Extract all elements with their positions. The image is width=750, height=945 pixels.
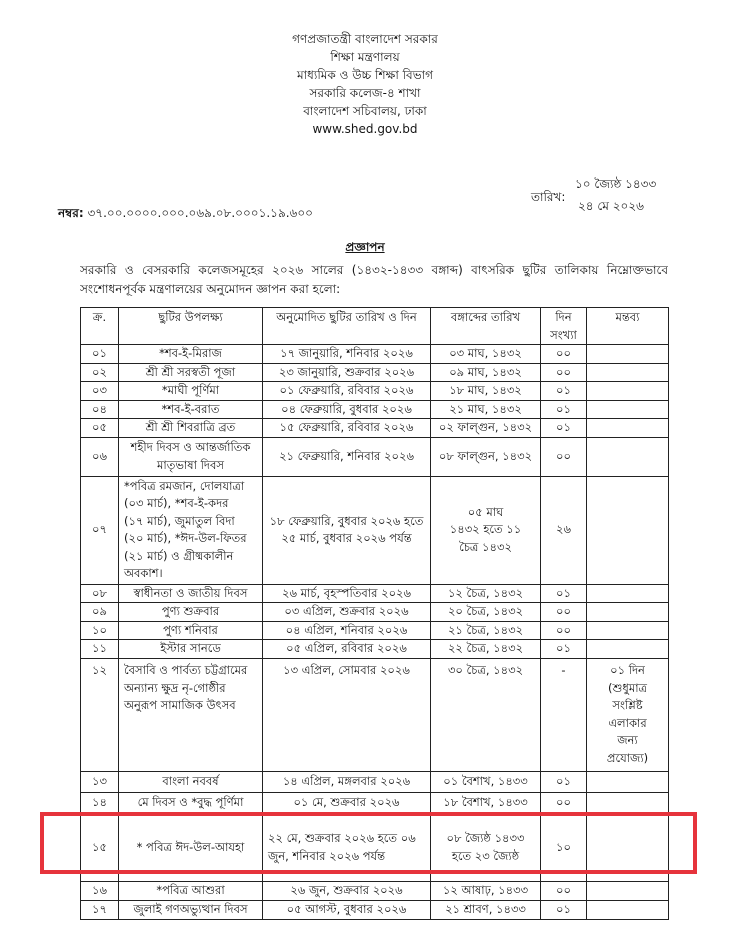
cell-bangla-date: ০৮ জ্যৈষ্ঠ ১৪৩৩ হতে ২৩ জ্যৈষ্ঠ xyxy=(431,814,541,882)
cell-occasion: *শব-ই-বরাত xyxy=(119,400,263,419)
cell-remark xyxy=(587,345,669,364)
cell-days: ০১ xyxy=(541,772,587,793)
table-row xyxy=(81,382,669,401)
table-row xyxy=(81,882,669,901)
cell-bangla-date: ২১ শ্রাবণ, ১৪৩৩ xyxy=(431,901,541,920)
table-row xyxy=(81,901,669,920)
cell-remark xyxy=(587,621,669,640)
cell-serial: ০২ xyxy=(81,363,119,382)
table-row xyxy=(81,584,669,603)
cell-bangla-date: ১২ চৈত্র, ১৪৩২ xyxy=(431,584,541,603)
cell-serial: ০৫ xyxy=(81,419,119,438)
memo-value: ৩৭.০০.০০০০.০০০.০৬৯.০৮.০০০১.১৯.৬০০ xyxy=(87,206,313,220)
intro-paragraph: সরকারি ও বেসরকারি কলেজসমূহের ২০২৬ সালের (১৪৩২-১৪৩৩ বঙ্গাব্দ) বাৎসরিক ছুটির তালিকায় নিম্নোক্তভাবে সংশোধনপূর্বক মন্ত্রণালয়ের অনুমোদন জ্ঞাপন করা হলো: xyxy=(80,263,668,296)
cell-occasion: *পবিত্র আশুরা xyxy=(119,882,263,901)
cell-serial: ১৬ xyxy=(81,882,119,901)
table-row xyxy=(81,437,669,476)
cell-date: ২২ মে, শুক্রবার ২০২৬ হতে ০৬ জুন, শনিবার ২০২৬ পর্যন্ত xyxy=(263,814,431,882)
table-header-row xyxy=(81,308,669,345)
cell-serial: ০৬ xyxy=(81,437,119,476)
cell-remark xyxy=(587,437,669,476)
notice-title: প্রজ্ঞাপন xyxy=(345,240,385,254)
cell-date: ১৪ এপ্রিল, মঙ্গলবার ২০২৬ xyxy=(263,772,431,793)
cell-days: ০১ xyxy=(541,382,587,401)
cell-occasion: শ্রী শ্রী শিবরাত্রি ব্রত xyxy=(119,419,263,438)
cell-serial: ০৯ xyxy=(81,603,119,622)
cell-occasion: *মাঘী পূর্ণিমা xyxy=(119,382,263,401)
branch-name: সরকারি কলেজ-৪ শাখা xyxy=(309,86,421,100)
table-row xyxy=(81,640,669,659)
cell-days: - xyxy=(541,659,587,772)
holiday-table xyxy=(80,307,669,920)
cell-remark xyxy=(587,584,669,603)
government-name: গণপ্রজাতন্ত্রী বাংলাদেশ সরকার xyxy=(292,32,438,46)
cell-date: ২৬ মার্চ, বৃহস্পতিবার ২০২৬ xyxy=(263,584,431,603)
cell-days: ০০ xyxy=(541,882,587,901)
ministry-name: শিক্ষা মন্ত্রণালয় xyxy=(330,50,400,64)
cell-bangla-date: ০১ বৈশাখ, ১৪৩৩ xyxy=(431,772,541,793)
cell-occasion: শ্রী শ্রী সরস্বতী পূজা xyxy=(119,363,263,382)
cell-serial: ০১ xyxy=(81,345,119,364)
cell-remark xyxy=(587,419,669,438)
cell-days: ০০ xyxy=(541,363,587,382)
cell-bangla-date: ২১ মাঘ, ১৪৩২ xyxy=(431,400,541,419)
cell-occasion: ইস্টার সানডে xyxy=(119,640,263,659)
cell-date: ০৩ এপ্রিল, শুক্রবার ২০২৬ xyxy=(263,603,431,622)
cell-date: ০১ ফেব্রুয়ারি, রবিবার ২০২৬ xyxy=(263,382,431,401)
cell-bangla-date: ১২ আষাঢ়, ১৪৩৩ xyxy=(431,882,541,901)
cell-bangla-date: ২১ চৈত্র, ১৪৩২ xyxy=(431,621,541,640)
header-days: দিন সংখ্যা xyxy=(541,308,587,345)
cell-date: ১৭ জানুয়ারি, শনিবার ২০২৬ xyxy=(263,345,431,364)
cell-date: ০৪ এপ্রিল, শনিবার ২০২৬ xyxy=(263,621,431,640)
cell-remark xyxy=(587,476,669,584)
cell-date: ২৬ জুন, শুক্রবার ২০২৬ xyxy=(263,882,431,901)
cell-days: ০০ xyxy=(541,345,587,364)
header-date: অনুমোদিত ছুটির তারিখ ও দিন xyxy=(263,308,431,345)
cell-bangla-date: ০৮ ফাল্গুন, ১৪৩২ xyxy=(431,437,541,476)
cell-occasion: পুণ্য শনিবার xyxy=(119,621,263,640)
division-name: মাধ্যমিক ও উচ্চ শিক্ষা বিভাগ xyxy=(296,68,434,82)
table-row xyxy=(81,772,669,793)
letterhead xyxy=(200,30,530,138)
cell-date: ১৮ ফেব্রুয়ারি, বুধবার ২০২৬ হতে ২৫ মার্চ, বুধবার ২০২৬ পর্যন্ত xyxy=(263,476,431,584)
cell-serial: ০৩ xyxy=(81,382,119,401)
cell-date: ০১ মে, শুক্রবার ২০২৬ xyxy=(263,793,431,814)
cell-serial: ১৩ xyxy=(81,772,119,793)
cell-bangla-date: ১৮ মাঘ, ১৪৩২ xyxy=(431,382,541,401)
cell-occasion: শহীদ দিবস ও আন্তর্জাতিক মাতৃভাষা দিবস xyxy=(119,437,263,476)
cell-bangla-date: ০২ ফাল্গুন, ১৪৩২ xyxy=(431,419,541,438)
cell-occasion: স্বাধীনতা ও জাতীয় দিবস xyxy=(119,584,263,603)
cell-serial: ১১ xyxy=(81,640,119,659)
cell-days: ০০ xyxy=(541,621,587,640)
cell-remark xyxy=(587,901,669,920)
table-row xyxy=(81,476,669,584)
cell-occasion: পুণ্য শুক্রবার xyxy=(119,603,263,622)
memo-number xyxy=(58,205,313,221)
cell-occasion: * পবিত্র ঈদ-উল-আযহা xyxy=(119,814,263,882)
header-remark: মন্তব্য xyxy=(587,308,669,345)
cell-bangla-date: ২২ চৈত্র, ১৪৩২ xyxy=(431,640,541,659)
cell-date: ২১ ফেব্রুয়ারি, শনিবার ২০২৬ xyxy=(263,437,431,476)
cell-remark xyxy=(587,382,669,401)
table-row xyxy=(81,621,669,640)
cell-serial: ১৭ xyxy=(81,901,119,920)
table-row xyxy=(81,603,669,622)
table-row xyxy=(81,793,669,814)
cell-serial: ০৪ xyxy=(81,400,119,419)
cell-remark xyxy=(587,400,669,419)
cell-bangla-date: ০৫ মাঘ ১৪৩২ হতে ১১ চৈত্র ১৪৩২ xyxy=(431,476,541,584)
cell-occasion: মে দিবস ও *বুদ্ধ পূর্ণিমা xyxy=(119,793,263,814)
cell-date: ১৫ ফেব্রুয়ারি, রবিবার ২০২৬ xyxy=(263,419,431,438)
cell-days: ০০ xyxy=(541,437,587,476)
table-row-highlighted xyxy=(81,814,669,882)
cell-serial: ১৫ xyxy=(81,814,119,882)
cell-days: ০১ xyxy=(541,584,587,603)
cell-serial: ০৮ xyxy=(81,584,119,603)
table-row xyxy=(81,400,669,419)
website-url: www.shed.gov.bd xyxy=(312,122,418,136)
cell-occasion: *শব-ই-মিরাজ xyxy=(119,345,263,364)
cell-remark: ০১ দিন (শুধুমাত্র সংশ্লিষ্ট এলাকার জন্য প্রযোজ্য) xyxy=(587,659,669,772)
cell-serial: ১০ xyxy=(81,621,119,640)
cell-occasion: বৈসাবি ও পার্বত্য চট্টগ্রামের অন্যান্য ক্ষুদ্র নৃ-গোষ্ঠীর অনুরূপ সামাজিক উৎসব xyxy=(119,659,263,772)
table-row xyxy=(81,345,669,364)
table-row xyxy=(81,363,669,382)
header-occasion: ছুটির উপলক্ষ্য xyxy=(119,308,263,345)
cell-remark xyxy=(587,882,669,901)
date-label: তারিখ: xyxy=(531,190,566,204)
cell-date: ০৪ ফেব্রুয়ারি, বুধবার ২০২৬ xyxy=(263,400,431,419)
cell-date: ২৩ জানুয়ারি, শুক্রবার ২০২৬ xyxy=(263,363,431,382)
table-row xyxy=(81,659,669,772)
cell-days: ১০ xyxy=(541,814,587,882)
cell-remark xyxy=(587,363,669,382)
date-gregorian: ২৪ মে ২০২৬ xyxy=(578,199,644,213)
cell-days: ০০ xyxy=(541,603,587,622)
cell-date: ০৫ এপ্রিল, রবিবার ২০২৬ xyxy=(263,640,431,659)
cell-remark xyxy=(587,603,669,622)
cell-bangla-date: ২০ চৈত্র, ১৪৩২ xyxy=(431,603,541,622)
cell-occasion: জুলাই গণঅভ্যুত্থান দিবস xyxy=(119,901,263,920)
table-row xyxy=(81,419,669,438)
cell-serial: ১২ xyxy=(81,659,119,772)
cell-days: ২৬ xyxy=(541,476,587,584)
office-address: বাংলাদেশ সচিবালয়, ঢাকা xyxy=(303,104,427,118)
cell-days: ০১ xyxy=(541,640,587,659)
cell-days: ০০ xyxy=(541,793,587,814)
date-bangla: ১০ জ্যৈষ্ঠ ১৪৩৩ xyxy=(575,177,657,191)
cell-bangla-date: ০৩ মাঘ, ১৪৩২ xyxy=(431,345,541,364)
cell-remark xyxy=(587,793,669,814)
cell-occasion: বাংলা নববর্ষ xyxy=(119,772,263,793)
memo-label: নম্বর: xyxy=(58,206,84,220)
cell-bangla-date: ১৮ বৈশাখ, ১৪৩৩ xyxy=(431,793,541,814)
header-bangla-date: বঙ্গাব্দের তারিখ xyxy=(431,308,541,345)
cell-date: ০৫ আগস্ট, বুধবার ২০২৬ xyxy=(263,901,431,920)
cell-days: ০১ xyxy=(541,400,587,419)
cell-remark xyxy=(587,640,669,659)
cell-remark xyxy=(587,814,669,882)
cell-serial: ১৪ xyxy=(81,793,119,814)
cell-bangla-date: ৩০ চৈত্র, ১৪৩২ xyxy=(431,659,541,772)
cell-bangla-date: ০৯ মাঘ, ১৪৩২ xyxy=(431,363,541,382)
header-serial: ক্র. xyxy=(81,308,119,345)
cell-date: ১৩ এপ্রিল, সোমবার ২০২৬ xyxy=(263,659,431,772)
cell-occasion: *পবিত্র রমজান, দোলযাত্রা (০৩ মার্চ), *শব-ই-কদর (১৭ মার্চ), জুমাতুল বিদা (২০ মার্চ), *ঈদ-উল-ফিতর (২১ মার্চ) ও গ্রীষ্মকালীন অবকাশ। xyxy=(119,476,263,584)
cell-serial: ০৭ xyxy=(81,476,119,584)
cell-remark xyxy=(587,772,669,793)
cell-days: ০১ xyxy=(541,419,587,438)
cell-days: ০১ xyxy=(541,901,587,920)
